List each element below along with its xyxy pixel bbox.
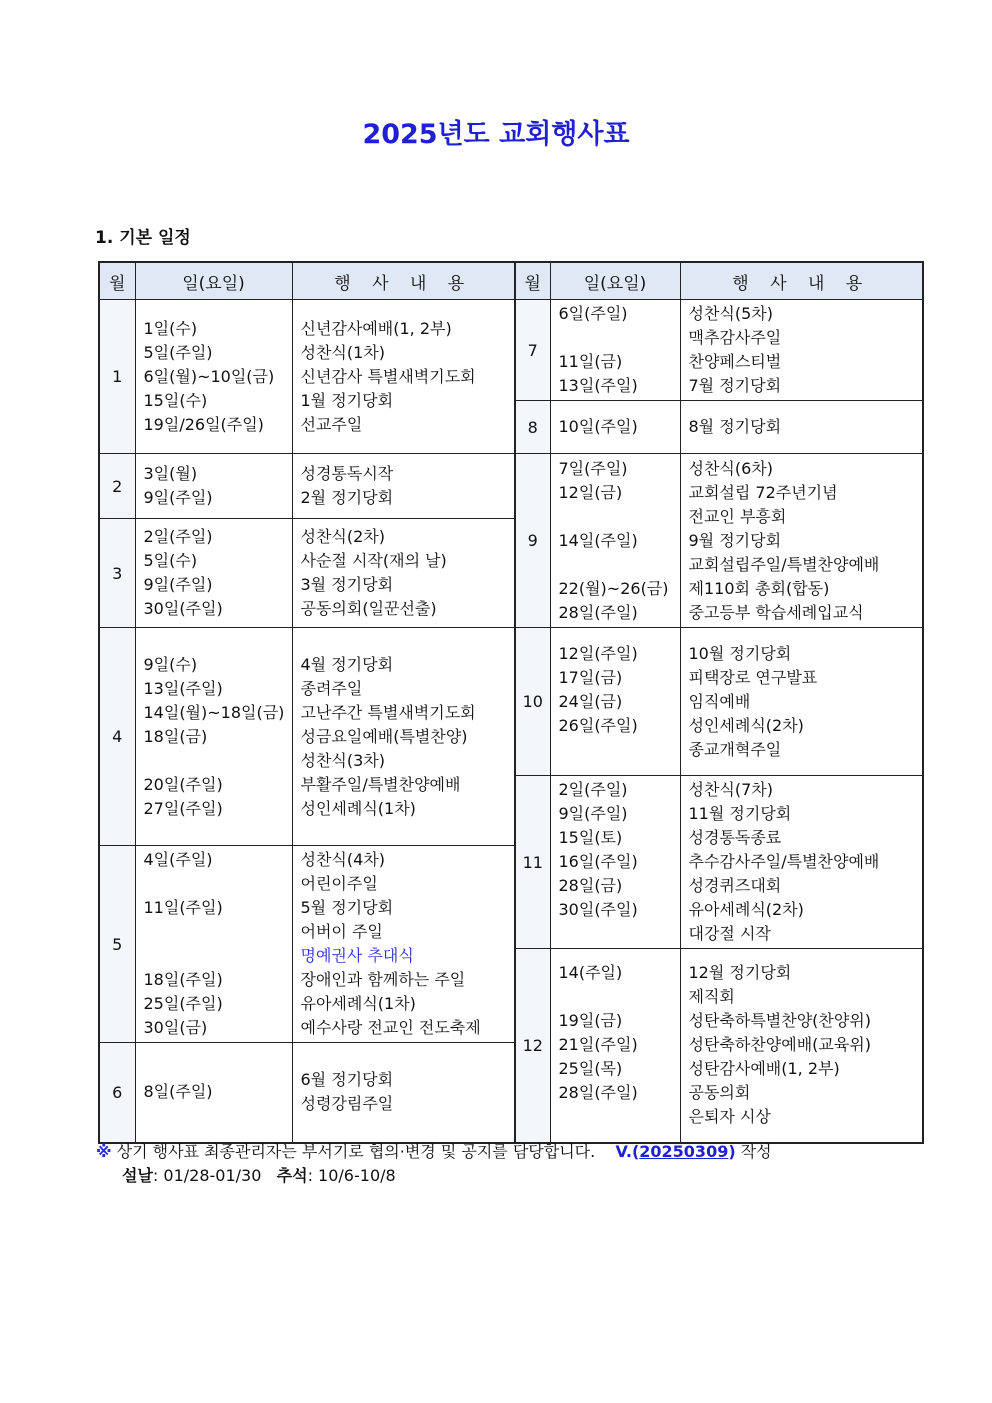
date-item xyxy=(144,920,284,944)
page-title: 2025년도 교회행사표 xyxy=(362,119,630,150)
event-item: 공동의회 xyxy=(688,1083,751,1103)
events-month-7 xyxy=(680,300,923,401)
header-content-right: 행 사 내 용 xyxy=(680,262,923,300)
date-item: 20일(주일) xyxy=(143,774,223,794)
date-item: 24일(금) xyxy=(558,691,623,711)
event-item: 예수사랑 전교인 전도축제 xyxy=(300,1018,481,1037)
event-item: 피택장로 연구발표 xyxy=(688,667,818,687)
date-item: 21일(주일) xyxy=(558,1035,638,1055)
version-label: V.(20250309) xyxy=(615,1142,736,1161)
month-8: 8 xyxy=(515,401,550,454)
events-month-12 xyxy=(680,949,923,1143)
date-item xyxy=(559,738,672,762)
events-month-5 xyxy=(292,846,515,1043)
reference-mark-icon: ※ xyxy=(96,1142,112,1161)
month-9: 9 xyxy=(515,454,550,628)
event-item: 명예권사 추대식 xyxy=(300,946,414,965)
month-1: 1 xyxy=(99,300,135,454)
date-item xyxy=(559,1105,672,1129)
chuseok-label: 추석 xyxy=(276,1166,308,1185)
date-item: 9일(주일) xyxy=(143,575,213,594)
month-4: 4 xyxy=(99,628,135,846)
event-item: 제110회 총회(합동) xyxy=(688,578,830,598)
date-item: 22(월)~26(금) xyxy=(558,578,669,598)
version-number: 20250309 xyxy=(639,1142,729,1161)
date-item: 30일(주일) xyxy=(143,599,223,618)
days-month-9 xyxy=(550,454,680,628)
event-item: 3월 정기당회 xyxy=(300,575,394,594)
header-day: 일(요일) xyxy=(135,262,292,300)
event-item: 임직예배 xyxy=(688,691,751,711)
event-item: 신년감사예배(1, 2부) xyxy=(300,318,452,338)
event-item: 성탄감사예배(1, 2부) xyxy=(688,1059,840,1079)
event-item: 추수감사주일/특별찬양예배 xyxy=(688,852,880,871)
date-item: 12일(주일) xyxy=(558,643,638,663)
event-item: 성찬식(2차) xyxy=(300,527,385,546)
event-item: 부활주일/특별찬양예배 xyxy=(300,774,461,794)
days-month-5 xyxy=(135,846,292,1043)
date-item: 2일(주일) xyxy=(143,527,213,546)
date-item: 16일(주일) xyxy=(558,852,638,871)
events-month-8 xyxy=(680,401,923,454)
event-item: 대강절 시작 xyxy=(688,924,771,943)
date-item: 17일(금) xyxy=(558,667,623,687)
month-5: 5 xyxy=(99,846,135,1043)
event-item: 공동의회(일꾼선출) xyxy=(300,599,437,618)
event-item: 성인세례식(1차) xyxy=(300,798,416,818)
event-item: 사순절 시작(재의 날) xyxy=(300,551,447,570)
date-item: 12일(금) xyxy=(558,482,623,502)
event-item: 제직회 xyxy=(688,987,735,1007)
event-item: 9월 정기당회 xyxy=(688,530,782,550)
date-item: 26일(주일) xyxy=(558,715,638,735)
date-item: 14(주일) xyxy=(558,963,623,983)
header-content: 행 사 내 용 xyxy=(292,262,515,300)
event-item: 2월 정기당회 xyxy=(300,488,394,507)
date-item: 9일(주일) xyxy=(143,488,213,507)
date-item: 9일(수) xyxy=(143,654,198,674)
event-item: 선교주일 xyxy=(300,414,363,434)
event-item: 12월 정기당회 xyxy=(688,963,792,983)
date-item: 27일(주일) xyxy=(143,798,223,818)
event-item: 유아세례식(1차) xyxy=(300,994,416,1013)
date-item: 13일(주일) xyxy=(143,678,223,698)
event-item: 종교개혁주일 xyxy=(688,739,782,759)
date-item: 28일(주일) xyxy=(558,602,638,622)
seollal-label: 설날 xyxy=(122,1166,153,1185)
days-month-2 xyxy=(135,454,292,519)
event-item: 성찬식(7차) xyxy=(688,780,773,799)
section-heading: 1. 기본 일정 xyxy=(95,228,191,248)
event-item: 성찬식(4차) xyxy=(300,850,385,869)
days-month-6 xyxy=(135,1043,292,1143)
month-3: 3 xyxy=(99,519,135,628)
event-item: 찬양페스티벌 xyxy=(688,352,782,371)
chuseok-dates: : 10/6-10/8 xyxy=(307,1166,396,1185)
event-item: 성탄축하특별찬양(찬양위) xyxy=(688,1011,872,1031)
header-day-right: 일(요일) xyxy=(550,262,680,300)
event-item: 중고등부 학습세례입교식 xyxy=(688,602,864,622)
header-month: 월 xyxy=(99,262,135,300)
footnote xyxy=(96,1140,772,1164)
date-item: 11일(주일) xyxy=(143,898,223,917)
event-item: 성찬식(6차) xyxy=(688,458,773,478)
date-item xyxy=(144,944,284,968)
event-item: 성경퀴즈대회 xyxy=(688,876,782,895)
event-item: 성경통독시작 xyxy=(300,464,394,483)
date-item: 5일(수) xyxy=(143,551,198,570)
date-item xyxy=(559,326,672,350)
event-item: 교회설립주일/특별찬양예배 xyxy=(688,554,880,574)
event-item: 6월 정기당회 xyxy=(300,1070,394,1090)
event-item: 5월 정기당회 xyxy=(300,898,394,917)
event-item: 교회설립 72주년기념 xyxy=(688,482,838,502)
month-12: 12 xyxy=(515,949,550,1143)
date-item: 19일(금) xyxy=(558,1011,623,1031)
month-7: 7 xyxy=(515,300,550,401)
date-item: 8일(주일) xyxy=(143,1082,213,1102)
month-2: 2 xyxy=(99,454,135,519)
event-item: 성찬식(5차) xyxy=(688,304,773,323)
date-item xyxy=(559,505,672,529)
date-item: 11일(금) xyxy=(558,352,623,371)
days-month-12 xyxy=(550,949,680,1143)
seollal-dates: : 01/28-01/30 xyxy=(152,1166,262,1185)
date-item: 14일(주일) xyxy=(558,530,638,550)
event-item: 어린이주일 xyxy=(300,874,378,893)
date-item xyxy=(559,553,672,577)
days-month-4 xyxy=(135,628,292,846)
event-item: 어버이 주일 xyxy=(300,922,383,941)
date-item: 1일(수) xyxy=(143,318,198,338)
date-item: 30일(주일) xyxy=(558,900,638,919)
schedule-table xyxy=(98,261,924,1144)
date-item: 19일/26일(주일) xyxy=(143,414,264,434)
date-item: 15일(토) xyxy=(558,828,623,847)
events-month-6 xyxy=(292,1043,515,1143)
month-10: 10 xyxy=(515,628,550,776)
date-item: 13일(주일) xyxy=(558,376,638,395)
date-item: 6일(주일) xyxy=(558,304,628,323)
event-item: 유아세례식(2차) xyxy=(688,900,804,919)
date-item: 6일(월)~10일(금) xyxy=(143,366,275,386)
event-item: 성경통독종료 xyxy=(688,828,782,847)
date-item: 4일(주일) xyxy=(143,850,213,869)
month-6: 6 xyxy=(99,1043,135,1143)
days-month-3 xyxy=(135,519,292,628)
holiday-dates xyxy=(122,1164,396,1188)
footnote-text: 상기 행사표 최종관리자는 부서기로 협의·변경 및 공지를 담당합니다. xyxy=(111,1142,596,1161)
date-item: 14일(월)~18일(금) xyxy=(143,702,285,722)
days-month-7 xyxy=(550,300,680,401)
event-item: 10월 정기당회 xyxy=(688,643,792,663)
date-item: 28일(금) xyxy=(558,876,623,895)
event-item: 성찬식(3차) xyxy=(300,750,385,770)
date-item: 18일(금) xyxy=(143,726,208,746)
date-item: 28일(주일) xyxy=(558,1083,638,1103)
event-item: 전교인 부흥회 xyxy=(688,506,787,526)
events-month-1 xyxy=(292,300,515,454)
date-item: 30일(금) xyxy=(143,1018,208,1037)
event-item: 11월 정기당회 xyxy=(688,804,792,823)
date-item: 25일(주일) xyxy=(143,994,223,1013)
days-month-11 xyxy=(550,776,680,949)
events-month-4 xyxy=(292,628,515,846)
event-item: 은퇴자 시상 xyxy=(688,1107,771,1127)
date-item xyxy=(559,985,672,1009)
date-item xyxy=(559,922,672,946)
header-row xyxy=(99,262,923,300)
event-item: 8월 정기당회 xyxy=(688,417,782,436)
event-item: 성찬식(1차) xyxy=(300,342,385,362)
written-label: 작성 xyxy=(735,1142,772,1161)
event-item: 성인세례식(2차) xyxy=(688,715,804,735)
event-item: 7월 정기당회 xyxy=(688,376,782,395)
days-month-10 xyxy=(550,628,680,776)
days-month-1 xyxy=(135,300,292,454)
date-item: 15일(수) xyxy=(143,390,208,410)
event-item: 4월 정기당회 xyxy=(300,654,394,674)
event-item: 성탄축하찬양예배(교육위) xyxy=(688,1035,872,1055)
date-item xyxy=(144,872,284,896)
events-month-9 xyxy=(680,454,923,628)
date-item: 3일(월) xyxy=(143,464,198,483)
date-item xyxy=(144,749,284,773)
date-item: 7일(주일) xyxy=(558,458,628,478)
date-item: 5일(주일) xyxy=(143,342,213,362)
event-item: 성령강림주일 xyxy=(300,1094,394,1114)
date-item: 10일(주일) xyxy=(558,417,638,436)
event-item: 고난주간 특별새벽기도회 xyxy=(300,702,476,722)
events-month-11 xyxy=(680,776,923,949)
event-item: 1월 정기당회 xyxy=(300,390,394,410)
event-item: 종려주일 xyxy=(300,678,363,698)
date-item: 9일(주일) xyxy=(558,804,628,823)
event-item: 성금요일예배(특별찬양) xyxy=(300,726,468,746)
header-month-right: 월 xyxy=(515,262,550,300)
event-item: 장애인과 함께하는 주일 xyxy=(300,970,466,989)
events-month-10 xyxy=(680,628,923,776)
event-item: 신년감사 특별새벽기도회 xyxy=(300,366,476,386)
events-month-3 xyxy=(292,519,515,628)
days-month-8 xyxy=(550,401,680,454)
event-item: 맥추감사주일 xyxy=(688,328,782,347)
date-item: 18일(주일) xyxy=(143,970,223,989)
month-11: 11 xyxy=(515,776,550,949)
date-item: 25일(목) xyxy=(558,1059,623,1079)
date-item: 2일(주일) xyxy=(558,780,628,799)
events-month-2 xyxy=(292,454,515,519)
